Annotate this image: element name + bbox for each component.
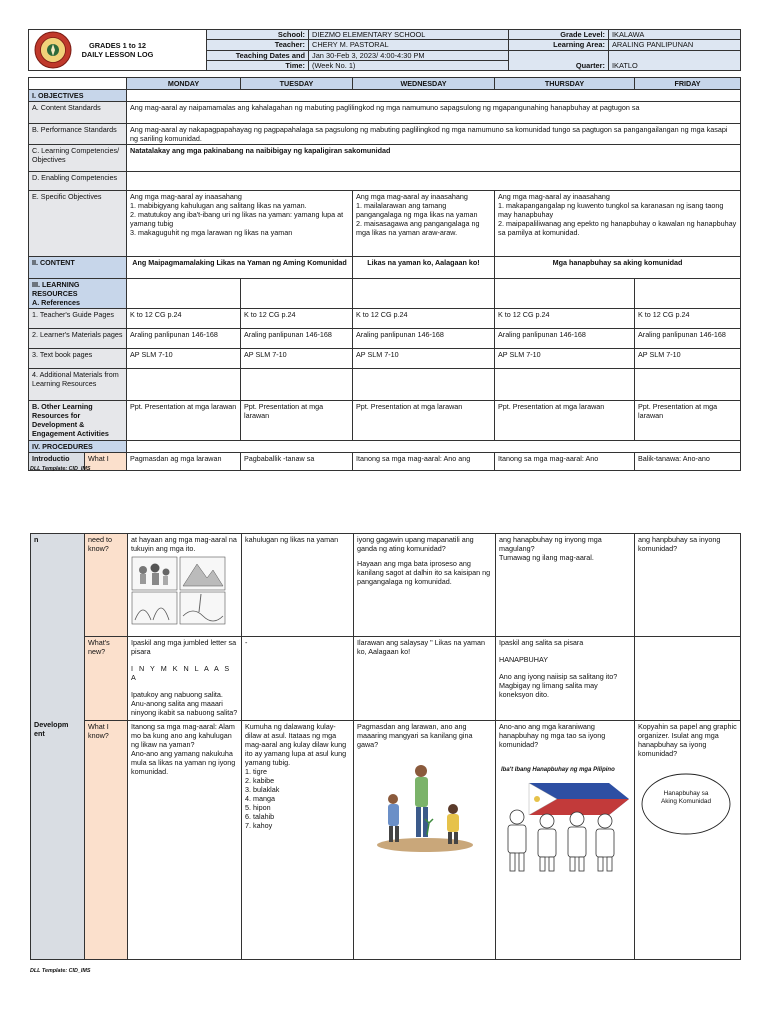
intro-thu-start: Itanong sa mga mag-aaral: Ano <box>495 453 635 471</box>
lesson-log-table <box>28 77 741 471</box>
tg-label: 1. Teacher's Guide Pages <box>29 309 127 329</box>
references-label: A. References <box>32 298 80 307</box>
lm-fri: Araling panlipunan 146-168 <box>635 329 741 349</box>
intro-fri: ang hanpbuhay sa inyong komunidad? <box>635 534 741 637</box>
tg-fri: K to 12 CG p.24 <box>635 309 741 329</box>
tb-mon: AP SLM 7-10 <box>127 349 241 369</box>
jumbled-letters: I N Y M K N L A A S A <box>131 664 232 682</box>
intro-thu <box>496 534 635 637</box>
tg-thu: K to 12 CG p.24 <box>495 309 635 329</box>
area-label: Learning Area: <box>509 40 609 50</box>
week-value: (Week No. 1) <box>309 60 509 70</box>
add-mon <box>127 369 241 401</box>
header-table <box>28 29 741 71</box>
lesson-log-table-page2 <box>30 533 741 960</box>
school-value: DIEZMO ELEMENTARY SCHOOL <box>309 30 509 40</box>
lm-thu: Araling panlipunan 146-168 <box>495 329 635 349</box>
new-mon-text: Ipaskil ang mga jumbled letter sa pisara <box>131 638 237 656</box>
dev-fri <box>635 721 741 960</box>
intro-tue-start: Pagbaballik -tanaw sa <box>241 453 353 471</box>
dev-wed <box>354 721 496 960</box>
lm-wed: Araling panlipunan 146-168 <box>353 329 495 349</box>
new-thu-text: Ipaskil ang salita sa pisara <box>499 638 584 647</box>
content-standards: Ang mag-aaral ay naipamamalas ang kahalagahan ng mabuting paglilingkod ng mga namumuno sapagsulong ng mgapangunahing hanapbuhay at pagtugon sa <box>127 102 741 124</box>
whats-new-label: What's new? <box>85 637 128 721</box>
procedures-heading: IV. PROCEDURES <box>29 441 127 453</box>
day-friday: FRIDAY <box>635 78 741 90</box>
dev-thu <box>496 721 635 960</box>
intro-thu-text1: ang hanapbuhay ng inyong mga magulang? <box>499 535 602 553</box>
development-label: Developm ent <box>34 720 69 738</box>
tb-wed: AP SLM 7-10 <box>353 349 495 369</box>
new-thu-text2: Ano ang iyong naiisip sa salitang ito? Magbigay ng limang salita may koneksyon dito. <box>499 672 618 699</box>
grade-value: IKALAWA <box>609 30 741 40</box>
content-thu-fri: Mga hanapbuhay sa aking komunidad <box>495 257 741 279</box>
school-label: School: <box>207 30 309 40</box>
objectives-blank <box>127 90 741 102</box>
dev-tue-text: Kumuha ng dalawang kulay- dilaw at asul. Itataas ng mga mag-aaral ang kulay dilaw kung ito ay yamang lupa at asul kung yamang tubig. <box>245 722 347 767</box>
dates-label: Teaching Dates and <box>207 50 309 60</box>
new-mon-text2: Ipatukoy ang nabuong salita. Anu-anong salita ang maaari ninyong ikabit sa nabuong salita? <box>131 690 238 717</box>
what-i-know-label: What I know? <box>85 721 128 960</box>
add-tue <box>241 369 353 401</box>
res-blank-fri <box>635 279 741 309</box>
occupations-picture <box>499 777 629 877</box>
enabling-value <box>127 172 741 191</box>
lm-tue: Araling panlipunan 146-168 <box>241 329 353 349</box>
other-thu: Ppt. Presentation at mga larawan <box>495 401 635 441</box>
intro-mon-text: at hayaan ang mga mag-aaral na tukuyin ang mga ito. <box>131 535 237 553</box>
other-wed: Ppt. Presentation at mga larawan <box>353 401 495 441</box>
dev-tue-item-6: 6. talahib <box>245 812 275 821</box>
res-blank-mon <box>127 279 241 309</box>
tg-wed: K to 12 CG p.24 <box>353 309 495 329</box>
procedures-blank <box>127 441 741 453</box>
other-tue: Ppt. Presentation at mga larawan <box>241 401 353 441</box>
intro-thu-text2: Tumawag ng ilang mag-aaral. <box>499 553 594 562</box>
tg-tue: K to 12 CG p.24 <box>241 309 353 329</box>
add-thu <box>495 369 635 401</box>
quarter-value: IKATLO <box>609 50 741 71</box>
know-q2: need to know? <box>85 534 128 637</box>
tb-label: 3. Text book pages <box>29 349 127 369</box>
intro-mon-start: Pagmasdan ag mga larawan <box>127 453 241 471</box>
graphic-organizer-label: Hanapbuhay sa Aking Komunidad <box>660 790 712 806</box>
specific-mon-tue: Ang mga mag-aaral ay inaasahang 1. mabibigyang kahulugan ang salitang likas na yaman. 2. matutukoy ang iba't-ibang uri ng likas na yaman: yamang lupa at yamang tubig 3. makaguguhit ng mga larawan ng likas na yaman <box>127 191 353 257</box>
know-q1: What I <box>85 453 127 471</box>
new-thu-word: HANAPBUHAY <box>499 655 548 664</box>
graphic-organizer <box>640 772 732 836</box>
day-wednesday: WEDNESDAY <box>353 78 495 90</box>
intro-label-cont: n <box>34 535 39 544</box>
dev-mon: Itanong sa mga mag-aaral: Alam mo ba kung ano ang kahulugan ng likaw na yaman? Ano-ano ang yamang nakukuha mula sa likas na yaman ng iyong komunidad. <box>128 721 242 960</box>
footer-page1: DLL Template: CID_IMS <box>30 466 91 472</box>
day-corner <box>29 78 127 90</box>
lm-label: 2. Learner's Materials pages <box>29 329 127 349</box>
intro-dev-side <box>31 534 85 960</box>
day-monday: MONDAY <box>127 78 241 90</box>
tg-mon: K to 12 CG p.24 <box>127 309 241 329</box>
performance-standards-label: B. Performance Standards <box>29 124 127 145</box>
dev-tue <box>242 721 354 960</box>
dev-tue-item-2: 2. kabibe <box>245 776 275 785</box>
content-wed: Likas na yaman ko, Aalagaan ko! <box>353 257 495 279</box>
enabling-label: D. Enabling Competencies <box>29 172 127 191</box>
planting-picture <box>375 761 475 853</box>
intro-tue: kahulugan ng likas na yaman <box>242 534 354 637</box>
intro-wed-start: Itanong sa mga mag-aaral: Ano ang <box>353 453 495 471</box>
intro-wed-text1: iyong gagawin upang mapanatili ang ganda ng ating komunidad? <box>357 535 474 553</box>
lm-mon: Araling panlipunan 146-168 <box>127 329 241 349</box>
day-tuesday: TUESDAY <box>241 78 353 90</box>
title-cell <box>29 30 207 71</box>
tb-thu: AP SLM 7-10 <box>495 349 635 369</box>
quarter-label: Quarter: <box>509 50 609 71</box>
new-fri <box>635 637 741 721</box>
content-heading: II. CONTENT <box>29 257 127 279</box>
dev-tue-item-3: 3. bulaklak <box>245 785 280 794</box>
intro-label: Introductio <box>29 453 85 471</box>
new-tue: - <box>242 637 354 721</box>
dev-tue-item-7: 7. kahoy <box>245 821 273 830</box>
content-standards-label: A. Content Standards <box>29 102 127 124</box>
competencies: Natatalakay ang mga pakinabang na naibibigay ng kapaligiran sakomunidad <box>127 145 741 172</box>
dev-wed-text: Pagmasdan ang larawan, ano ang maaaring mangyari sa kanilang gina gawa? <box>357 722 473 749</box>
add-fri <box>635 369 741 401</box>
tb-tue: AP SLM 7-10 <box>241 349 353 369</box>
time-label: Time: <box>207 60 309 70</box>
other-resources-label: B. Other Learning Resources for Development & Engagement Activities <box>29 401 127 441</box>
title-line-1: GRADES 1 to 12 <box>88 40 147 50</box>
intro-mon <box>128 534 242 637</box>
natural-resources-pictures <box>131 556 227 626</box>
competencies-label: C. Learning Competencies/ Objectives <box>29 145 127 172</box>
footer-page2: DLL Template: CID_IMS <box>30 968 91 974</box>
other-fri: Ppt. Presentation at mga larawan <box>635 401 741 441</box>
title-line-2: DAILY LESSON LOG <box>81 50 154 59</box>
tb-fri: AP SLM 7-10 <box>635 349 741 369</box>
additional-label: 4. Additional Materials from Learning Resources <box>29 369 127 401</box>
dev-tue-item-4: 4. manga <box>245 794 275 803</box>
dates-value: Jan 30-Feb 3, 2023/ 4:00-4:30 PM <box>309 50 509 60</box>
specific-label: E. Specific Objectives <box>29 191 127 257</box>
res-blank-tue <box>241 279 353 309</box>
teacher-value: CHERY M. PASTORAL <box>309 40 509 50</box>
teacher-label: Teacher: <box>207 40 309 50</box>
content-mon-tue: Ang Maipagmamalaking Likas na Yaman ng Aming Komunidad <box>127 257 353 279</box>
dev-thu-text: Ano-ano ang mga karaniwang hanapbuhay ng mga tao sa iyong komunidad? <box>499 722 606 749</box>
dev-fri-text: Kopyahin sa papel ang graphic organizer. Isulat ang mga hanapbuhay sa iyong komunidad? <box>638 722 737 758</box>
day-thursday: THURSDAY <box>495 78 635 90</box>
res-blank-wed <box>353 279 495 309</box>
new-thu <box>496 637 635 721</box>
performance-standards: Ang mag-aaral ay nakapagpapahayag ng pagpapahalaga sa pagsulong ng mabuting paglilingkod ng mga namumuno sa komunidad tungo sa pagtugon sa pangangailangan ng mga kasapi ng sariling komunidad. <box>127 124 741 145</box>
dev-tue-item-5: 5. hipon <box>245 803 271 812</box>
resources-heading <box>29 279 127 309</box>
objectives-heading: I. OBJECTIVES <box>29 90 127 102</box>
specific-thu-fri: Ang mga mag-aaral ay inaasahang 1. makapangangalap ng kuwento tungkol sa karanasan ng isang taong may hanapbuhay 2. maipapaliliwanag ang epekto ng hanapbuhay o kawalan ng hanapbuhay sa pamilya at komunidad. <box>495 191 741 257</box>
grade-label: Grade Level: <box>509 30 609 40</box>
area-value: ARALING PANLIPUNAN <box>609 40 741 50</box>
intro-wed-text2: Hayaan ang mga bata iproseso ang kanilang sagot at dalhin ito sa kaisipan ng pangangalaga ng komunidad. <box>357 559 491 586</box>
specific-wed: Ang mga mag-aaral ay inaasahang 1. mailalarawan ang tamang pangangalaga ng mga likas na yaman 2. maisasagawa ang pangangalaga ng mga likas na yaman araw-araw. <box>353 191 495 257</box>
intro-mon-pictures <box>131 556 238 626</box>
add-wed <box>353 369 495 401</box>
resources-title: III. LEARNING RESOURCES <box>32 280 80 298</box>
res-blank-thu <box>495 279 635 309</box>
dev-tue-item-1: 1. tigre <box>245 767 267 776</box>
new-mon <box>128 637 242 721</box>
intro-fri-start: Balik-tanawa: Ano-ano <box>635 453 741 471</box>
new-wed: Ilarawan ang salaysay " Likas na yaman ko, Aalagaan ko! <box>354 637 496 721</box>
occupations-caption: Iba't Ibang Hanapbuhay ng mga Pilipino <box>501 767 615 773</box>
intro-wed <box>354 534 496 637</box>
other-mon: Ppt. Presentation at mga larawan <box>127 401 241 441</box>
